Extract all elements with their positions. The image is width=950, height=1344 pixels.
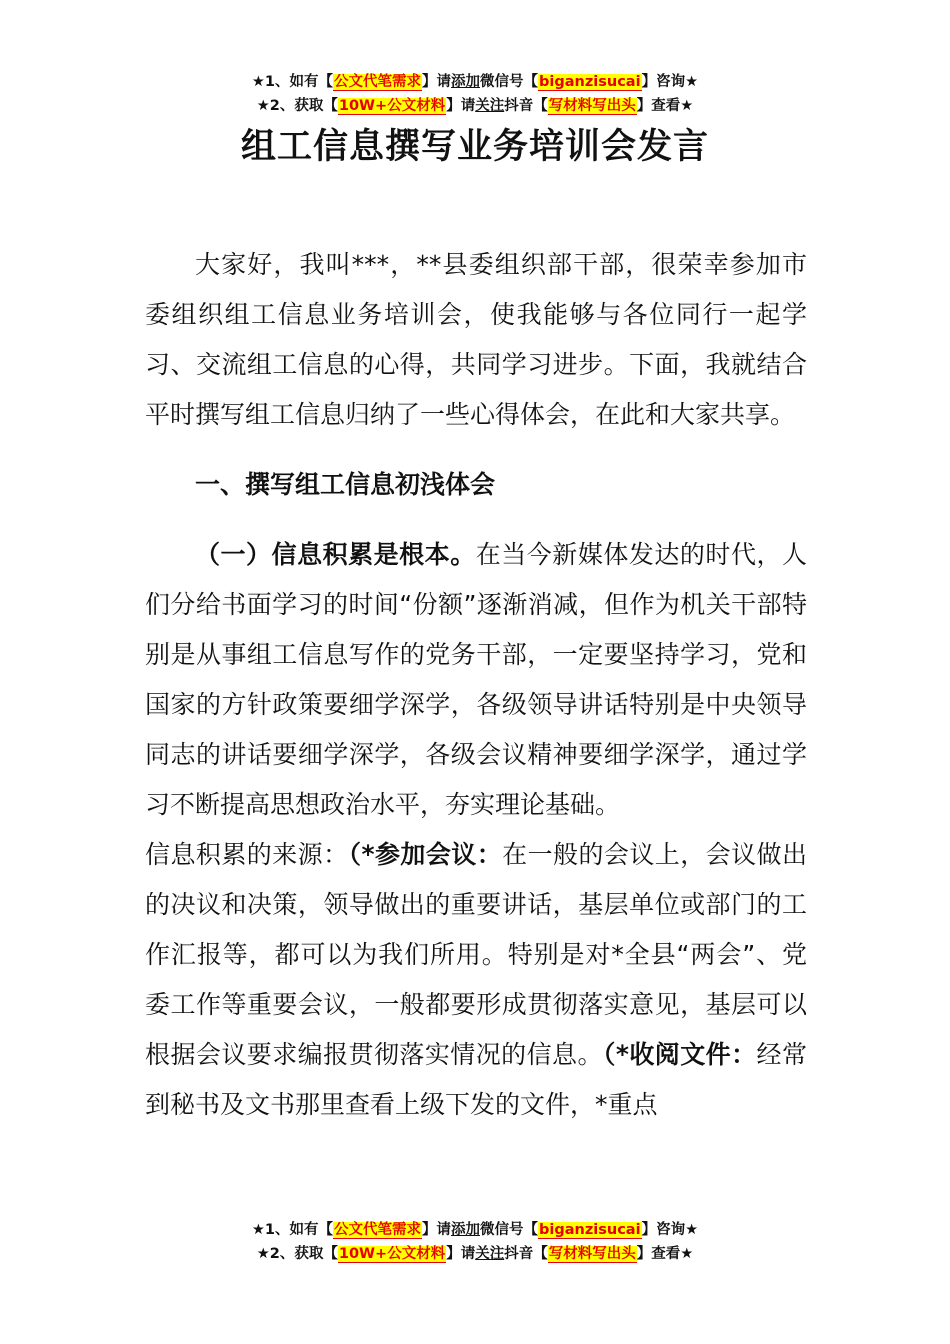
- banner-line-2: [0, 94, 950, 118]
- banner-douyin-id: 写材料写出头: [548, 1246, 636, 1262]
- banner-text: 】咨询★: [641, 74, 699, 90]
- banner-text: ★1、如有【: [251, 74, 334, 90]
- banner-text: 】查看★: [636, 1246, 694, 1262]
- paragraph-info-sources: [145, 830, 807, 1130]
- banner-underline: 关注: [475, 98, 505, 114]
- paragraph-text: 在一般的会议上，会议做出的决议和决策，领导做出的重要讲话，基层单位或部门的工作汇报等，都可以为我们所用。特别是对*全县“两会”、党委工作等重要会议，一般都要形成贯彻落实意见，基层可以根据会议要求编报贯彻落实情况的信息。: [145, 840, 807, 1069]
- paragraph-intro: 大家好，我叫***，**县委组织部干部，很荣幸参加市委组织组工信息业务培训会，使我能够与各位同行一起学习、交流组工信息的心得，共同学习进步。下面，我就结合平时撰写组工信息归纳了一些心得体会，在此和大家共享。: [145, 250, 807, 429]
- banner-highlight: 10W+公文材料: [338, 98, 446, 114]
- banner-text: 】请: [422, 74, 452, 90]
- section-heading: 一、撰写组工信息初浅体会: [195, 470, 496, 499]
- banner-text: 】请: [422, 1222, 452, 1238]
- banner-text: ★2、获取【: [256, 1246, 338, 1262]
- banner-text: 抖音【: [504, 98, 548, 114]
- footer-banner: [0, 1218, 950, 1266]
- banner-line-1: [0, 70, 950, 94]
- banner-line-2: [0, 1242, 950, 1266]
- banner-line-1: [0, 1218, 950, 1242]
- paragraph-info-accumulation: [145, 530, 807, 830]
- document-body: [145, 240, 807, 1130]
- paragraph-text: 信息积累的来源：: [145, 840, 349, 869]
- banner-underline: 添加: [451, 1222, 481, 1238]
- banner-text: 抖音【: [504, 1246, 548, 1262]
- banner-text: 】咨询★: [641, 1222, 699, 1238]
- subheading: （一）信息积累是根本。: [195, 540, 476, 569]
- paragraph-text: 在当今新媒体发达的时代，人们分给书面学习的时间“份额”逐渐消减，但作为机关干部特别是从事组工信息写作的党务干部，一定要坚持学习，党和国家的方针政策要细学深学，各级领导讲话特别是中央领导同志的讲话要细学深学，各级会议精神要细学深学，通过学习不断提高思想政治水平，夯实理论基础。: [145, 540, 807, 819]
- inline-heading: （*参加会议：: [348, 840, 503, 869]
- banner-text: ★1、如有【: [251, 1222, 334, 1238]
- banner-underline: 添加: [451, 74, 481, 90]
- banner-text: ★2、获取【: [256, 98, 338, 114]
- document-title: 组工信息撰写业务培训会发言: [240, 127, 709, 167]
- banner-text: 微信号【: [480, 74, 539, 90]
- banner-underline: 关注: [475, 1246, 505, 1262]
- banner-wechat-id: biganzisucai: [539, 74, 641, 90]
- banner-text: 】查看★: [636, 98, 694, 114]
- banner-text: 微信号【: [480, 1222, 539, 1238]
- banner-douyin-id: 写材料写出头: [548, 98, 636, 114]
- banner-highlight: 公文代笔需求: [334, 74, 422, 90]
- paragraph-text: 经常到秘书及文书那里查看上级下发的文件，*重点: [145, 1040, 807, 1119]
- banner-text: 】请: [446, 98, 476, 114]
- banner-text: 】请: [446, 1246, 476, 1262]
- banner-highlight: 公文代笔需求: [334, 1222, 422, 1238]
- header-banner: [0, 70, 950, 118]
- banner-highlight: 10W+公文材料: [338, 1246, 446, 1262]
- banner-wechat-id: biganzisucai: [539, 1222, 641, 1238]
- inline-heading: （*收阅文件：: [602, 1040, 757, 1069]
